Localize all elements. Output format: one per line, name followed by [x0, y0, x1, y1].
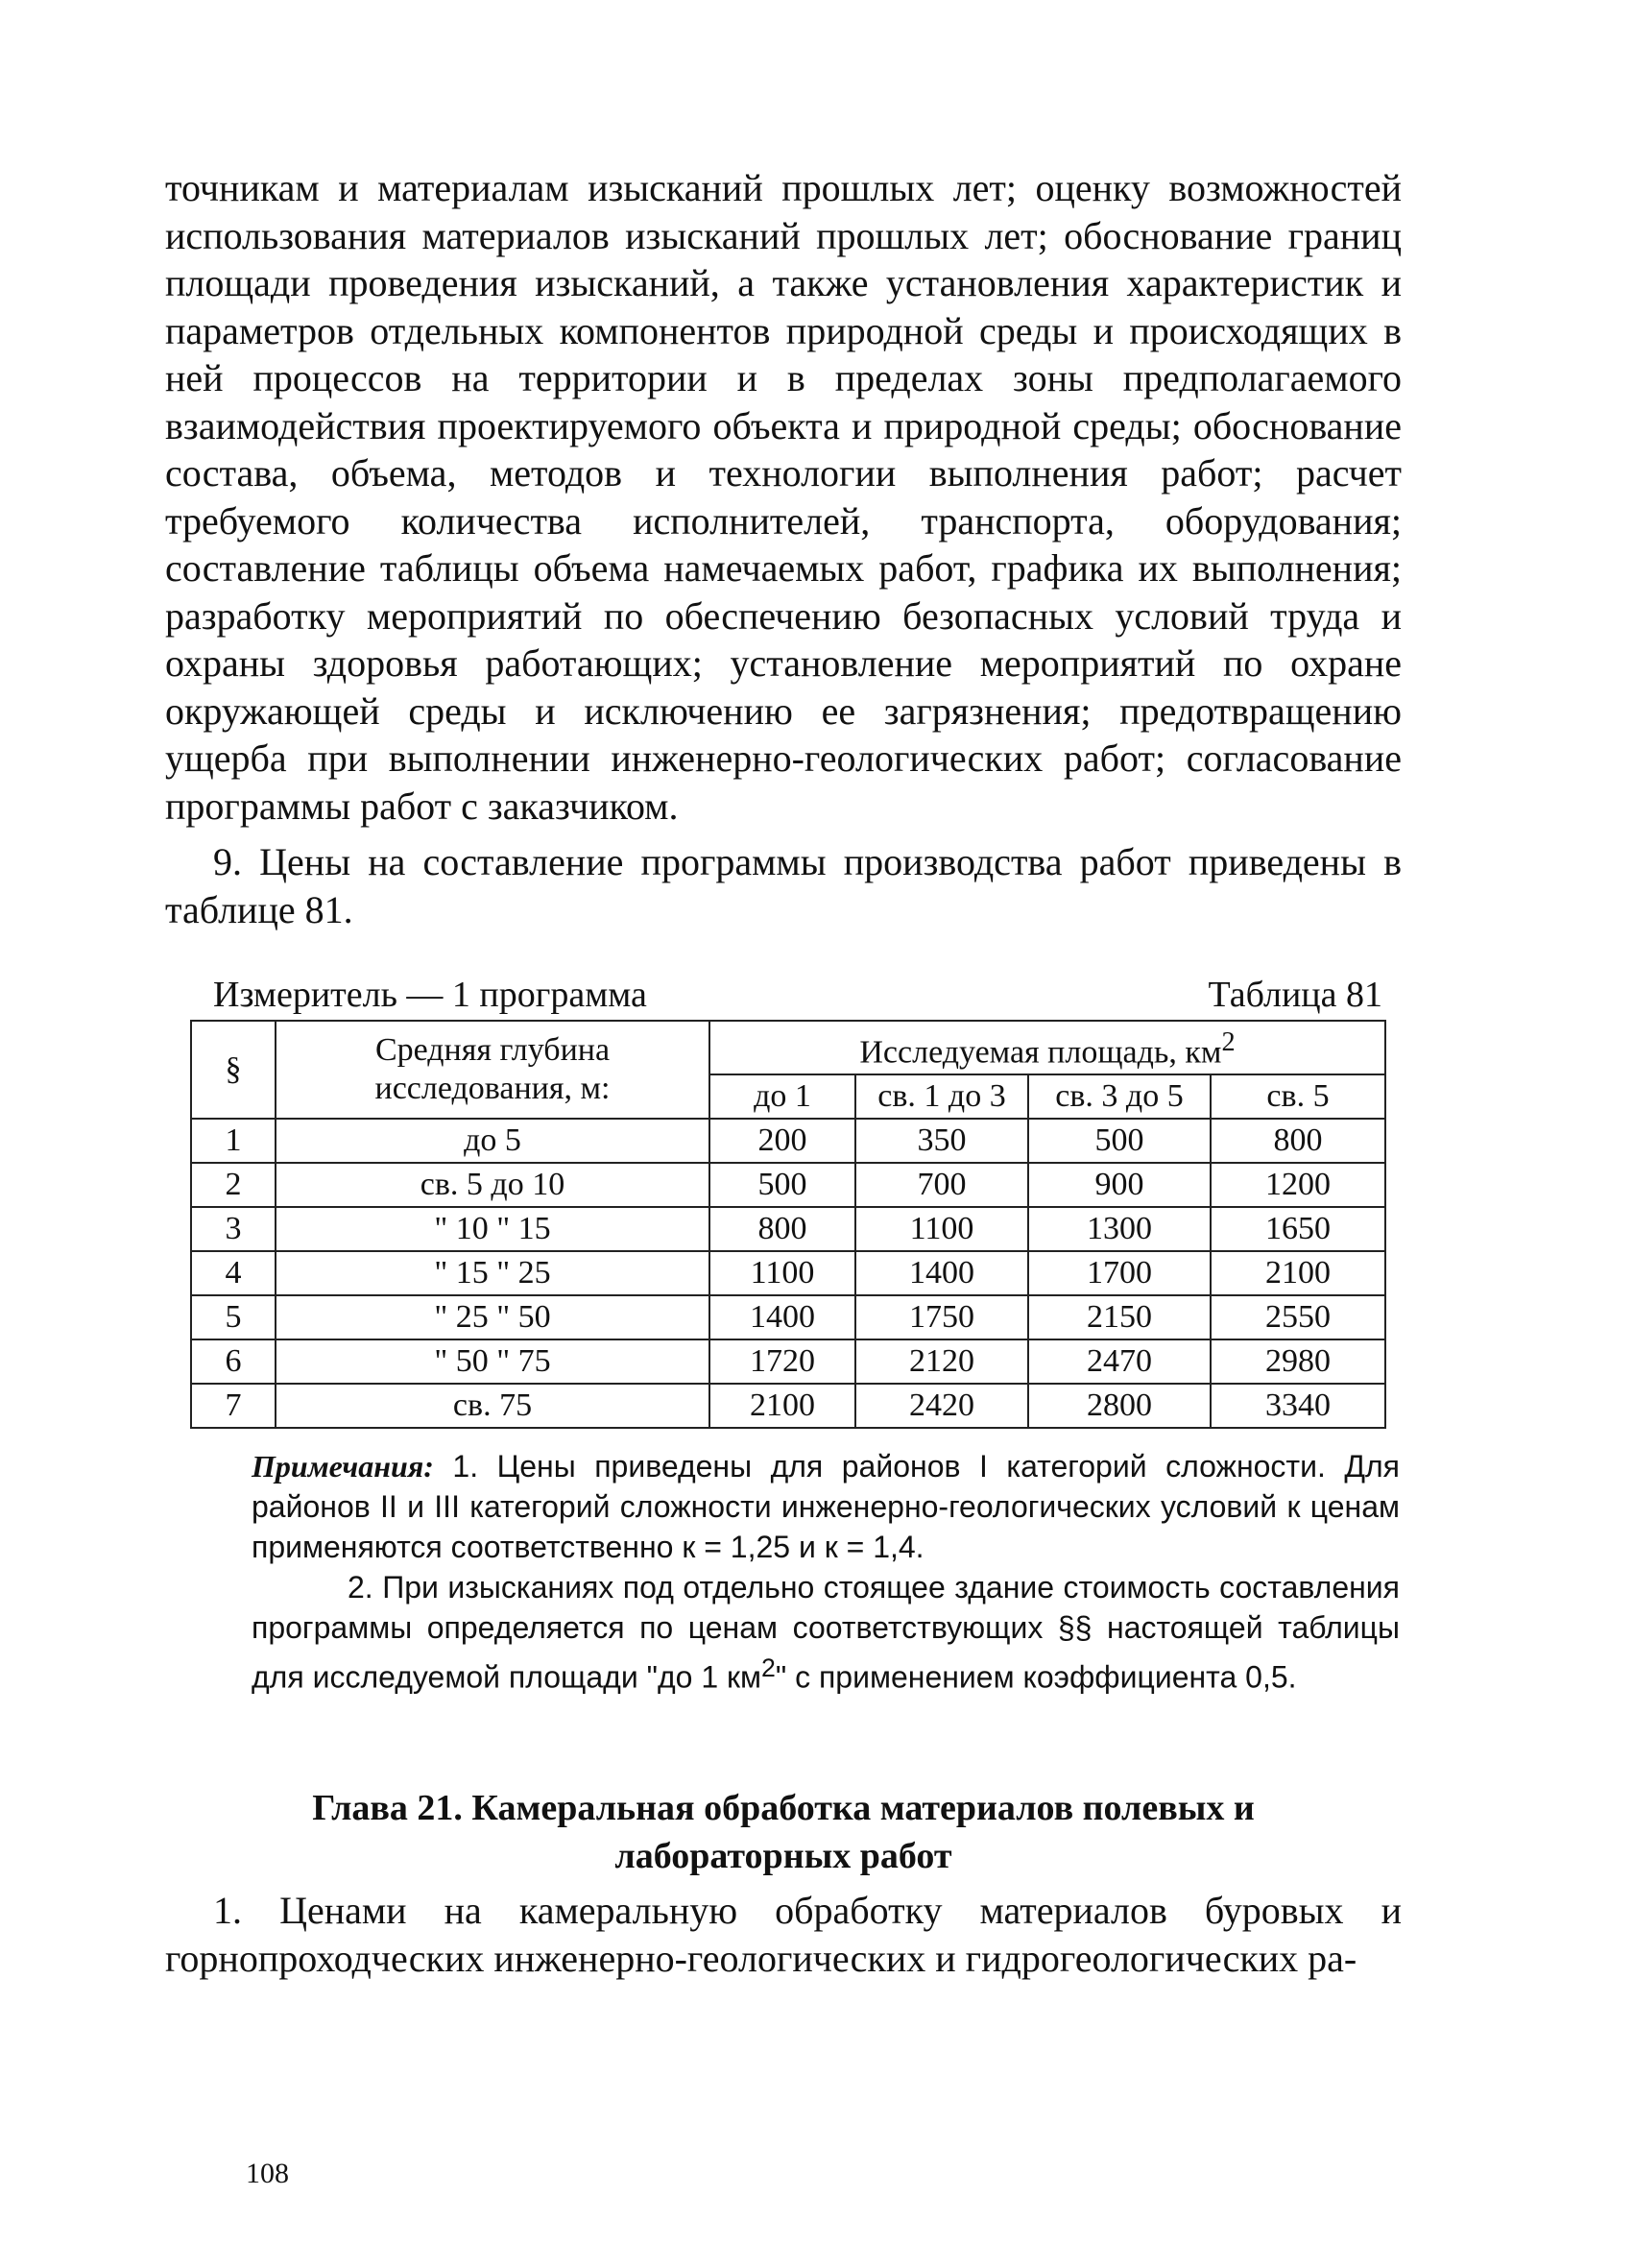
continued-paragraph: точникам и материалам изысканий прошлых лет; оценку возможностей использования материалов изысканий прошлых лет; обоснование границ площади проведения изысканий, а также установления характеристик и параметров отдельных компонентов природной среды и происходящих в ней процессов на территории и в пределах зоны предполагаемого взаимодействия проектируемого объекта и природной среды; обоснование состава, объема, методов и технологии выполнения работ; расчет требуемого количества исполнителей, транспорта, оборудования; составление таблицы объема намечаемых работ, графика их выполнения; разработку мероприятий по обеспечению безопасных условий труда и охраны здоровья работающих; установление мероприятий по охране окружающей среды и исключению ее загрязнения; предотвращению ущерба при выполнении инженерно-геологических работ; согласование программы работ с заказчиком.	[165, 166, 1402, 828]
row-number: 2	[191, 1163, 276, 1207]
row-value: 1720	[709, 1339, 855, 1384]
row-value: 2420	[855, 1384, 1028, 1428]
row-depth: " 50 " 75	[276, 1339, 709, 1384]
row-depth: " 10 " 15	[276, 1207, 709, 1251]
row-value: 900	[1028, 1163, 1211, 1207]
row-depth: св. 75	[276, 1384, 709, 1428]
row-depth: " 15 " 25	[276, 1251, 709, 1295]
row-value: 350	[855, 1119, 1028, 1163]
chapter-title	[165, 1784, 1402, 1880]
header-section-number: §	[191, 1021, 276, 1119]
notes-label: Примечания:	[252, 1449, 434, 1484]
header-area-col: св. 5	[1211, 1074, 1385, 1119]
row-depth: св. 5 до 10	[276, 1163, 709, 1207]
table-measure: Измеритель — 1 программа	[213, 975, 647, 1015]
table-caption: Таблица 81	[1208, 975, 1382, 1015]
page-number: 108	[246, 2158, 289, 2189]
row-number: 3	[191, 1207, 276, 1251]
row-value: 1400	[855, 1251, 1028, 1295]
note-1-text: 1. Цены приведены для районов I категорий сложности. Для районов II и III категорий сложности инженерно-геологических условий к ценам применяются соответственно к = 1,25 и к = 1,4.	[252, 1449, 1401, 1564]
table-row	[191, 1207, 1385, 1251]
row-number: 6	[191, 1339, 276, 1384]
table-notes	[252, 1446, 1400, 1698]
row-value: 2120	[855, 1339, 1028, 1384]
row-value: 2980	[1211, 1339, 1385, 1384]
note-1	[252, 1446, 1400, 1567]
row-number: 7	[191, 1384, 276, 1428]
row-value: 500	[1028, 1119, 1211, 1163]
table-row	[191, 1339, 1385, 1384]
table-header-row	[191, 1021, 1385, 1074]
row-depth: " 25 " 50	[276, 1295, 709, 1339]
header-area-col: до 1	[709, 1074, 855, 1119]
header-area-col: св. 1 до 3	[855, 1074, 1028, 1119]
row-value: 800	[709, 1207, 855, 1251]
row-value: 2470	[1028, 1339, 1211, 1384]
row-value: 1100	[855, 1207, 1028, 1251]
table-row	[191, 1119, 1385, 1163]
chapter-title-line-1: Глава 21. Камеральная обработка материалов полевых и	[312, 1788, 1255, 1828]
table-row	[191, 1295, 1385, 1339]
row-value: 1650	[1211, 1207, 1385, 1251]
row-value: 2100	[709, 1384, 855, 1428]
note-2	[252, 1567, 1400, 1698]
row-number: 5	[191, 1295, 276, 1339]
row-value: 1700	[1028, 1251, 1211, 1295]
row-value: 2550	[1211, 1295, 1385, 1339]
row-value: 2800	[1028, 1384, 1211, 1428]
header-area-col: св. 3 до 5	[1028, 1074, 1211, 1119]
note-2-superscript: 2	[761, 1653, 776, 1682]
row-value: 700	[855, 1163, 1028, 1207]
row-value: 200	[709, 1119, 855, 1163]
row-value: 1200	[1211, 1163, 1385, 1207]
note-2-text-part1: 2. При изысканиях под отдельно стоящее здание стоимость составления программы определяется по ценам соответствующих §§ настоящей таблицы для исследуемой площади "до 1 км	[252, 1570, 1400, 1695]
paragraph-9: 9. Цены на составление программы производства работ приведены в таблице 81.	[165, 840, 1402, 931]
row-value: 1400	[709, 1295, 855, 1339]
chapter-title-line-2: лабораторных работ	[614, 1836, 952, 1876]
header-depth: Средняя глубина исследования, м:	[276, 1021, 709, 1119]
header-area-label: Исследуемая площадь, км	[859, 1034, 1222, 1071]
header-area	[709, 1021, 1385, 1074]
table-row	[191, 1163, 1385, 1207]
row-value: 1300	[1028, 1207, 1211, 1251]
table-row	[191, 1251, 1385, 1295]
price-table	[190, 1020, 1386, 1429]
note-2-text-part2: " с применением коэффициента 0,5.	[775, 1659, 1297, 1695]
row-value: 1750	[855, 1295, 1028, 1339]
table-row	[191, 1384, 1385, 1428]
chapter-paragraph-1: 1. Ценами на камеральную обработку материалов буровых и горнопроходческих инженерно-геологических и гидрогеологических ра-	[165, 1889, 1402, 1980]
row-value: 2100	[1211, 1251, 1385, 1295]
table-meta-row	[213, 973, 1382, 1017]
row-depth: до 5	[276, 1119, 709, 1163]
row-value: 2150	[1028, 1295, 1211, 1339]
row-number: 1	[191, 1119, 276, 1163]
row-value: 800	[1211, 1119, 1385, 1163]
row-number: 4	[191, 1251, 276, 1295]
header-area-superscript: 2	[1221, 1027, 1236, 1057]
row-value: 500	[709, 1163, 855, 1207]
row-value: 3340	[1211, 1384, 1385, 1428]
row-value: 1100	[709, 1251, 855, 1295]
